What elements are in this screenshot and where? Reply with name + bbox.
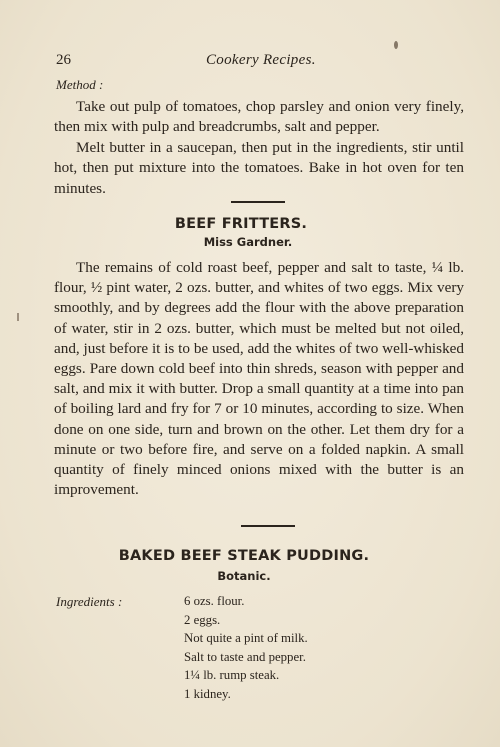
- method-paragraph: Melt butter in a saucepan, then put in the ingredients, stir until hot, then put mixture into the tomatoes. Bake in hot oven for ten minutes.: [54, 139, 464, 197]
- margin-mark: [17, 313, 19, 321]
- ingredient-item: Not quite a pint of milk.: [184, 631, 308, 645]
- running-title: Cookery Recipes.: [206, 52, 316, 68]
- recipe-title: BAKED BEEF STEAK PUDDING.: [118, 548, 370, 564]
- ingredient-item: 1 kidney.: [184, 686, 231, 701]
- recipe-body: The remains of cold roast beef, pepper and salt to taste, ¼ lb. flour, ½ pint water, 2 ozs. butter, and whites of two eggs. Mix very smoothly, and by degrees add the flour with the above preparation of water, stir in 2 ozs. butter, which must be melted but not oiled, and, just before it is to be used, add the whites of two well-whisked eggs. Pare down cold beef into thin shreds, season with pepper and salt, and mix it with butter. Drop a small quantity at a time into pan of boiling lard and fry for 7 or 10 minutes, according to size. When done on one side, turn and brown on the other. Let them dry for a minute or two before fire, and serve on a folded napkin. A small quantity of finely minced onions mixed with the butter is an improvement.: [54, 259, 464, 499]
- recipe-title: BEEF FRITTERS.: [174, 216, 308, 232]
- ingredient-item: 2 eggs.: [184, 612, 221, 627]
- running-head: [56, 52, 460, 72]
- recipe-credit: Miss Gardner.: [203, 235, 293, 249]
- method-label: Method :: [56, 77, 104, 92]
- section-divider: [231, 201, 285, 203]
- method-paragraph: Take out pulp of tomatoes, chop parsley and onion very finely, then mix with pulp and breadcrumbs, salt and pepper.: [54, 98, 464, 136]
- ingredient-item: Salt to taste and pepper.: [184, 649, 306, 664]
- section-divider: [241, 525, 295, 527]
- ingredient-item: 1¼ lb. rump steak.: [184, 668, 280, 682]
- ingredient-item: 6 ozs. flour.: [184, 594, 245, 608]
- ingredients-label: Ingredients :: [56, 594, 123, 609]
- ingredient-list: [184, 592, 308, 703]
- recipe-credit: Botanic.: [217, 569, 271, 583]
- ink-smudge: [394, 41, 398, 49]
- page-number: 26: [56, 52, 71, 68]
